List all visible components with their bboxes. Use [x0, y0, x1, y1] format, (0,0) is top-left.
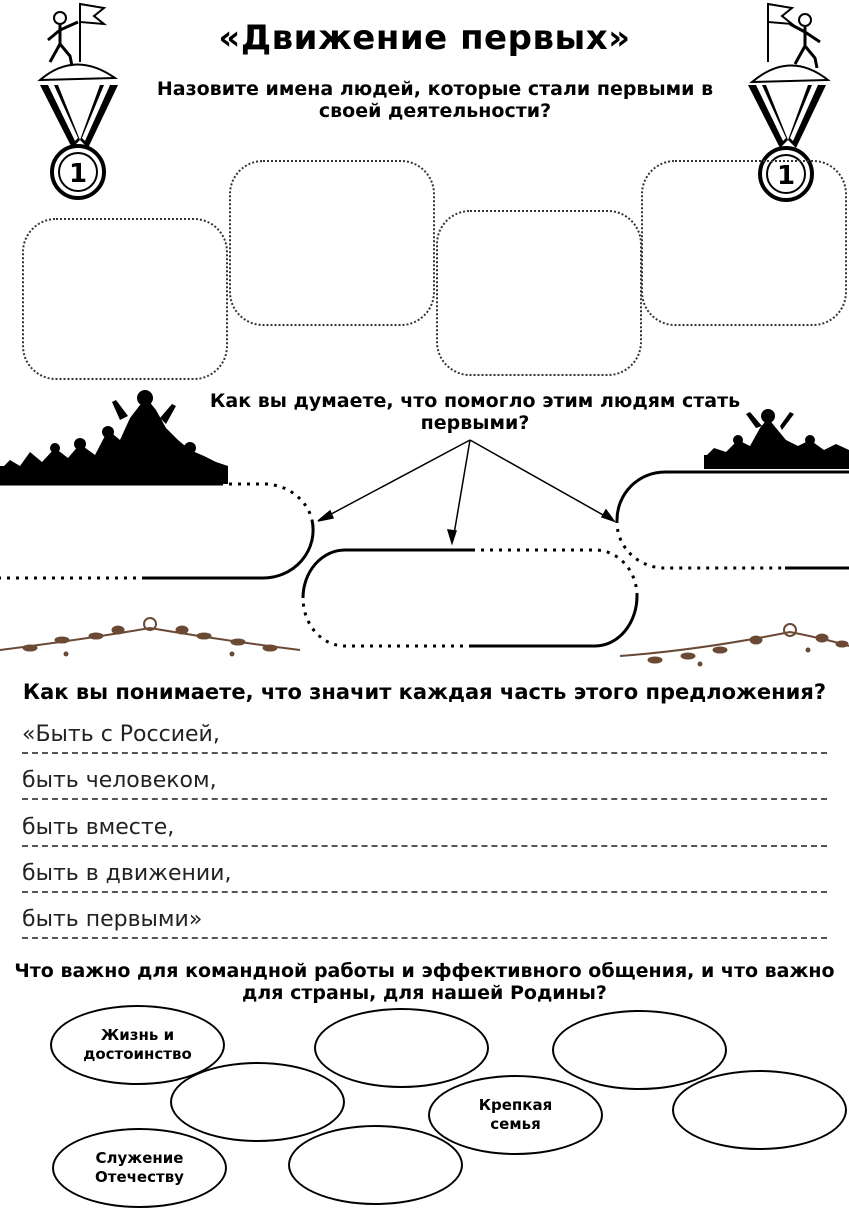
ellipse-empty[interactable]	[288, 1125, 463, 1205]
answer-line[interactable]	[22, 937, 827, 939]
name-box-3[interactable]	[436, 210, 642, 376]
ellipse-empty[interactable]	[170, 1062, 345, 1142]
answer-line[interactable]	[22, 798, 827, 800]
question-phrase-meaning: Как вы понимаете, что значит каждая часть этого предложения?	[22, 680, 827, 704]
ellipse-label: Служение Отечеству	[95, 1149, 184, 1186]
phrase-line: «Быть с Россией,	[22, 722, 220, 747]
phrase-line: быть вместе,	[22, 815, 175, 840]
floral-divider-icon	[0, 618, 849, 666]
ellipse-label: Жизнь и достоинство	[83, 1026, 192, 1063]
medal-icon	[40, 85, 118, 198]
arrow-icon	[318, 440, 614, 543]
phrase-line: быть человеком,	[22, 768, 217, 793]
answer-line[interactable]	[22, 845, 827, 847]
ellipse-empty[interactable]	[672, 1070, 847, 1150]
answer-connector-shapes	[0, 472, 849, 646]
page-title: «Движение первых»	[218, 18, 631, 58]
answer-line[interactable]	[22, 891, 827, 893]
ellipse-serving-fatherland[interactable]	[52, 1128, 227, 1208]
question-names: Назовите имена людей, которые стали первыми в своей деятельности?	[156, 78, 714, 123]
question-teamwork: Что важно для командной работы и эффективного общения, и что важно для страны, для нашей Родины?	[14, 960, 835, 1005]
question-what-helped: Как вы думаете, что помогло этим людям стать первыми?	[209, 390, 741, 435]
ellipse-label: Крепкая семья	[478, 1096, 553, 1133]
answer-line[interactable]	[22, 752, 827, 754]
ellipse-empty[interactable]	[314, 1008, 489, 1088]
ellipse-empty[interactable]	[552, 1010, 727, 1090]
ellipse-strong-family[interactable]	[428, 1075, 603, 1155]
phrase-line: быть первыми»	[22, 907, 203, 932]
name-box-2[interactable]	[229, 160, 435, 326]
name-box-1[interactable]	[22, 218, 228, 380]
name-box-4[interactable]	[641, 160, 847, 326]
svg-text:1: 1	[776, 161, 796, 191]
phrase-line: быть в движении,	[22, 861, 232, 886]
svg-text:1: 1	[68, 159, 88, 189]
